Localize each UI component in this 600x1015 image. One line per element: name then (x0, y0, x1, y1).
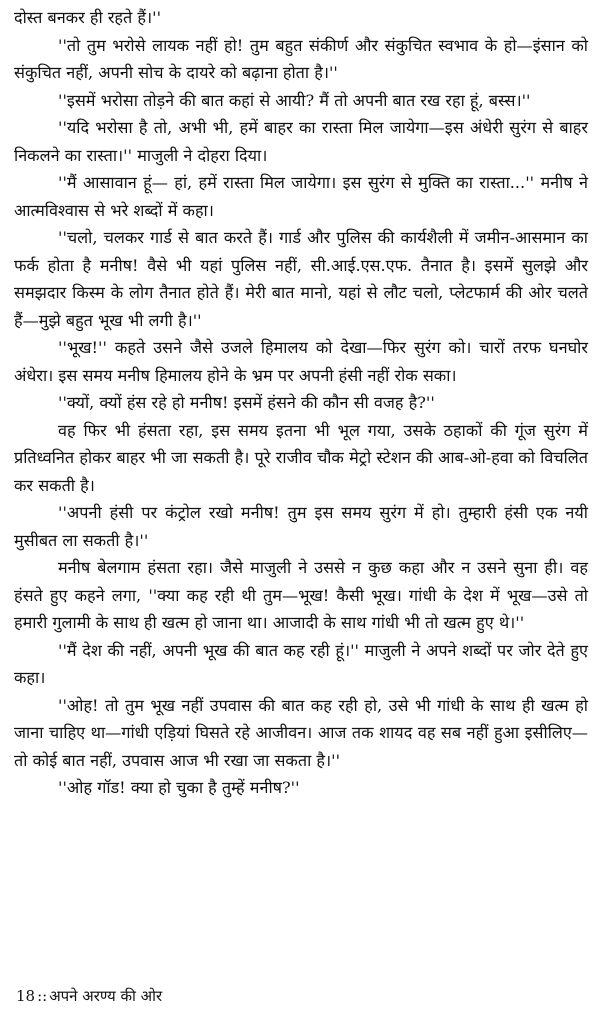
body-text (14, 4, 588, 802)
paragraph: ''मैं आसावान हूं— हां, हमें रास्ता मिल जायेगा। इस सुरंग से मुक्ति का रास्ता...'' मनीष ने आत्मविश्वास से भरे शब्दों में कहा। (14, 173, 588, 220)
paragraph: दोस्त बनकर ही रहते हैं।'' (14, 8, 162, 27)
paragraph: ''ओह गॉड! क्या हो चुका है तुम्हें मनीष?'' (58, 778, 300, 797)
paragraph: वह फिर भी हंसता रहा, इस समय इतना भी भूल गया, उसके ठहाकों की गूंज सुरंग में प्रतिध्वनित होकर बाहर भी जा सकती है। पूरे राजीव चौक मेट्रो स्टेशन की आब-ओ-हवा को विचलित कर सकती है। (14, 420, 588, 495)
paragraph: ''ओह! तो तुम भूख नहीं उपवास की बात कह रही हो, उसे भी गांधी के साथ ही खत्म हो जाना चाहिए था—गांधी एड़ियां घिसते रहे आजीवन। आज तक शायद वह सब नहीं हुआ इसीलिए—तो कोई बात नहीं, उपवास आज भी रखा जा सकता है।'' (14, 695, 588, 770)
paragraph: ''तो तुम भरोसे लायक नहीं हो! तुम बहुत संकीर्ण और संकुचित स्वभाव के हो—इंसान को संकुचित नहीं, अपनी सोच के दायरे को बढ़ाना होता है।'' (14, 35, 588, 82)
paragraph: ''चलो, चलकर गार्ड से बात करते हैं। गार्ड और पुलिस की कार्यशैली में जमीन-आसमान का फर्क होता है मनीष! वैसे भी यहां पुलिस नहीं, सी.आई.एस.एफ. तैनात है। इसमें सुलझे और समझदार किस्म के लोग तैनात होते हैं। मेरी बात मानो, यहां से लौट चलो, प्लेटफार्म की ओर चलते हैं—मुझे बहुत भूख भी लगी है।'' (14, 228, 588, 330)
footer-separator: :: (37, 987, 48, 1005)
paragraph: ''भूख!'' कहते उसने जैसे उजले हिमालय को देखा—फिर सुरंग को। चारों तरफ घनघोर अंधेरा। इस समय मनीष हिमालय होने के भ्रम पर अपनी हंसी नहीं रोक सका। (14, 338, 588, 385)
page-footer (16, 986, 162, 1006)
book-title: अपने अरण्य की ओर (49, 987, 163, 1005)
paragraph: ''यदि भरोसा है तो, अभी भी, हमें बाहर का रास्ता मिल जायेगा—इस अंधेरी सुरंग से बाहर निकलने का रास्ता।'' माजुली ने दोहरा दिया। (14, 118, 588, 165)
paragraph: ''मैं देश की नहीं, अपनी भूख की बात कह रही हूं।'' माजुली ने अपने शब्दों पर जोर देते हुए कहा। (14, 640, 588, 687)
paragraph: ''इसमें भरोसा तोड़ने की बात कहां से आयी? मैं तो अपनी बात रख रहा हूं, बस्स।'' (58, 90, 531, 110)
page-number: 18 (16, 987, 36, 1005)
paragraph: मनीष बेलगाम हंसता रहा। जैसे माजुली ने उससे न कुछ कहा और न उसने सुना ही। वह हंसते हुए कहने लगा, ''क्या कह रही थी तुम—भूख! कैसी भूख। गांधी के देश में भूख—उसे तो हमारी गुलामी के साथ ही खत्म हो जाना था। आजादी के साथ गांधी भी तो खत्म हुए थे।'' (14, 558, 588, 632)
paragraph: ''क्यों, क्यों हंस रहे हो मनीष! इसमें हंसने की कौन सी वजह है?'' (58, 393, 435, 412)
paragraph: ''अपनी हंसी पर कंट्रोल रखो मनीष! तुम इस समय सुरंग में हो। तुम्हारी हंसी एक नयी मुसीबत ला सकती है।'' (14, 503, 588, 550)
